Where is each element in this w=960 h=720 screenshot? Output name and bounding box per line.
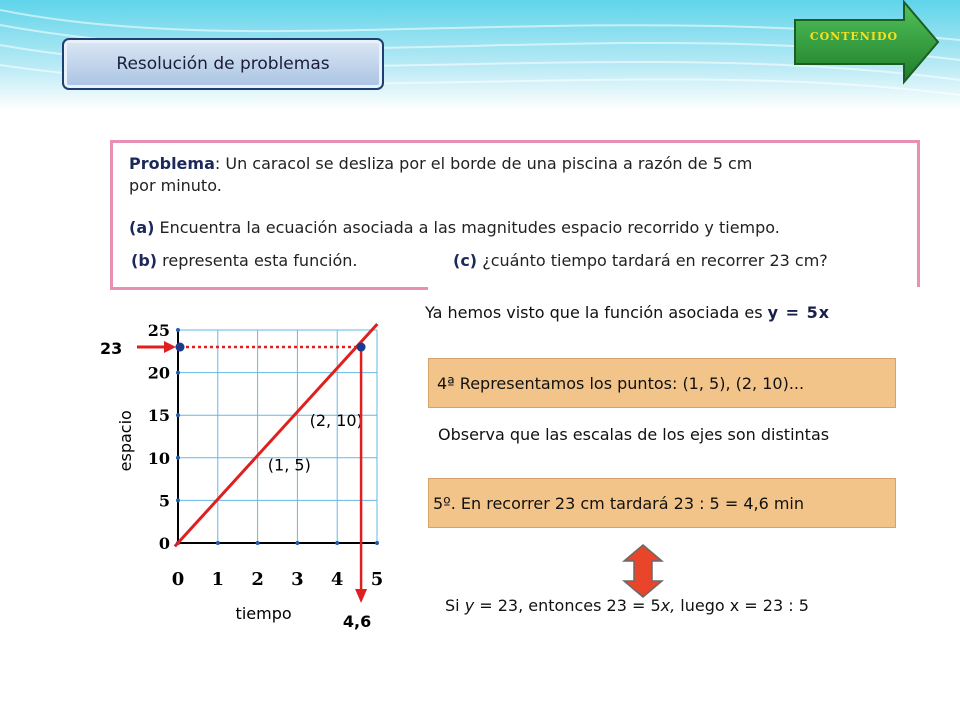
x-tick-label-2: 2 — [251, 569, 264, 590]
series — [175, 324, 378, 546]
intro-formula: y = 5x — [767, 303, 831, 322]
y-tick-mark-5 — [176, 498, 180, 502]
y-tick-label-15: 15 — [147, 406, 170, 426]
x-target-arrow-head — [355, 589, 367, 603]
y-tick-mark-25 — [176, 328, 180, 332]
target-point — [357, 343, 366, 352]
y-tick-label-25: 25 — [147, 321, 170, 340]
y-tick-label-5: 5 — [158, 491, 170, 511]
final-rest: luego x = 23 : 5 — [675, 596, 809, 615]
page-title-text: Resolución de problemas — [116, 54, 330, 74]
x-tick-mark-4 — [335, 541, 339, 545]
x-target-label: 4,6 — [342, 612, 372, 631]
x-tick-label-5: 5 — [370, 569, 384, 590]
tick-labels — [116, 321, 383, 623]
y-axis-title: espacio — [116, 410, 135, 472]
problem-statement-line2: por minuto. — [129, 176, 222, 195]
x-tick-label-4: 4 — [330, 569, 344, 590]
part-b-label: (b) — [131, 251, 158, 270]
problem-statement-text: : Un caracol se desliza por el borde de una piscina a razón de 5 cm — [214, 154, 753, 173]
y-target-label: 23 — [100, 339, 123, 359]
y-tick-label-10: 10 — [147, 448, 170, 468]
part-b-text: representa esta función. — [157, 251, 358, 270]
step5-text: 5º. En recorrer 23 cm tardará 23 : 5 = 4,6 min — [433, 493, 805, 513]
step4-text: 4ª Representamos los puntos: (1, 5), (2, 10)... — [437, 373, 805, 393]
x-tick-mark-2 — [256, 541, 260, 545]
series-line-y-5x — [175, 324, 378, 546]
y-tick-mark-15 — [176, 413, 180, 417]
x-axis-title: tiempo — [235, 604, 292, 623]
part-c-text: ¿cuánto tiempo tardará en recorrer 23 cm? — [477, 251, 828, 270]
y-tick-label-0: 0 — [158, 534, 170, 553]
x-tick-mark-5 — [375, 541, 379, 545]
problem-label: Problema — [129, 154, 215, 173]
x-tick-label-3: 3 — [291, 569, 304, 590]
x-tick-mark-1 — [216, 541, 220, 545]
point-label-2: (2, 10) — [309, 410, 363, 430]
part-c-label: (c) — [453, 251, 478, 270]
x-tick-label-1: 1 — [211, 569, 225, 590]
y-tick-label-20: 20 — [147, 363, 170, 383]
y-tick-mark-20 — [176, 371, 180, 375]
part-a-text: Encuentra la ecuación asociada a las magnitudes espacio recorrido y tiempo. — [154, 218, 780, 237]
intro-text: Ya hemos visto que la función asociada es — [425, 303, 768, 322]
final-mid: = 23, entonces 23 = 5 — [474, 596, 661, 615]
point-label-1: (1, 5) — [267, 455, 311, 475]
x-tick-label-0: 0 — [171, 569, 185, 590]
final-y: y — [464, 596, 475, 615]
y-tick-mark-10 — [176, 456, 180, 460]
final-x: x, — [660, 596, 676, 615]
part-a-label: (a) — [129, 218, 155, 237]
observe-text: Observa que las escalas de los ejes son distintas — [438, 425, 830, 444]
x-tick-mark-3 — [295, 541, 299, 545]
contenido-label[interactable]: CONTENIDO — [809, 30, 899, 43]
final-si: Si — [445, 596, 465, 615]
target-y-point — [176, 343, 185, 352]
y-target-arrow-head — [164, 341, 176, 353]
